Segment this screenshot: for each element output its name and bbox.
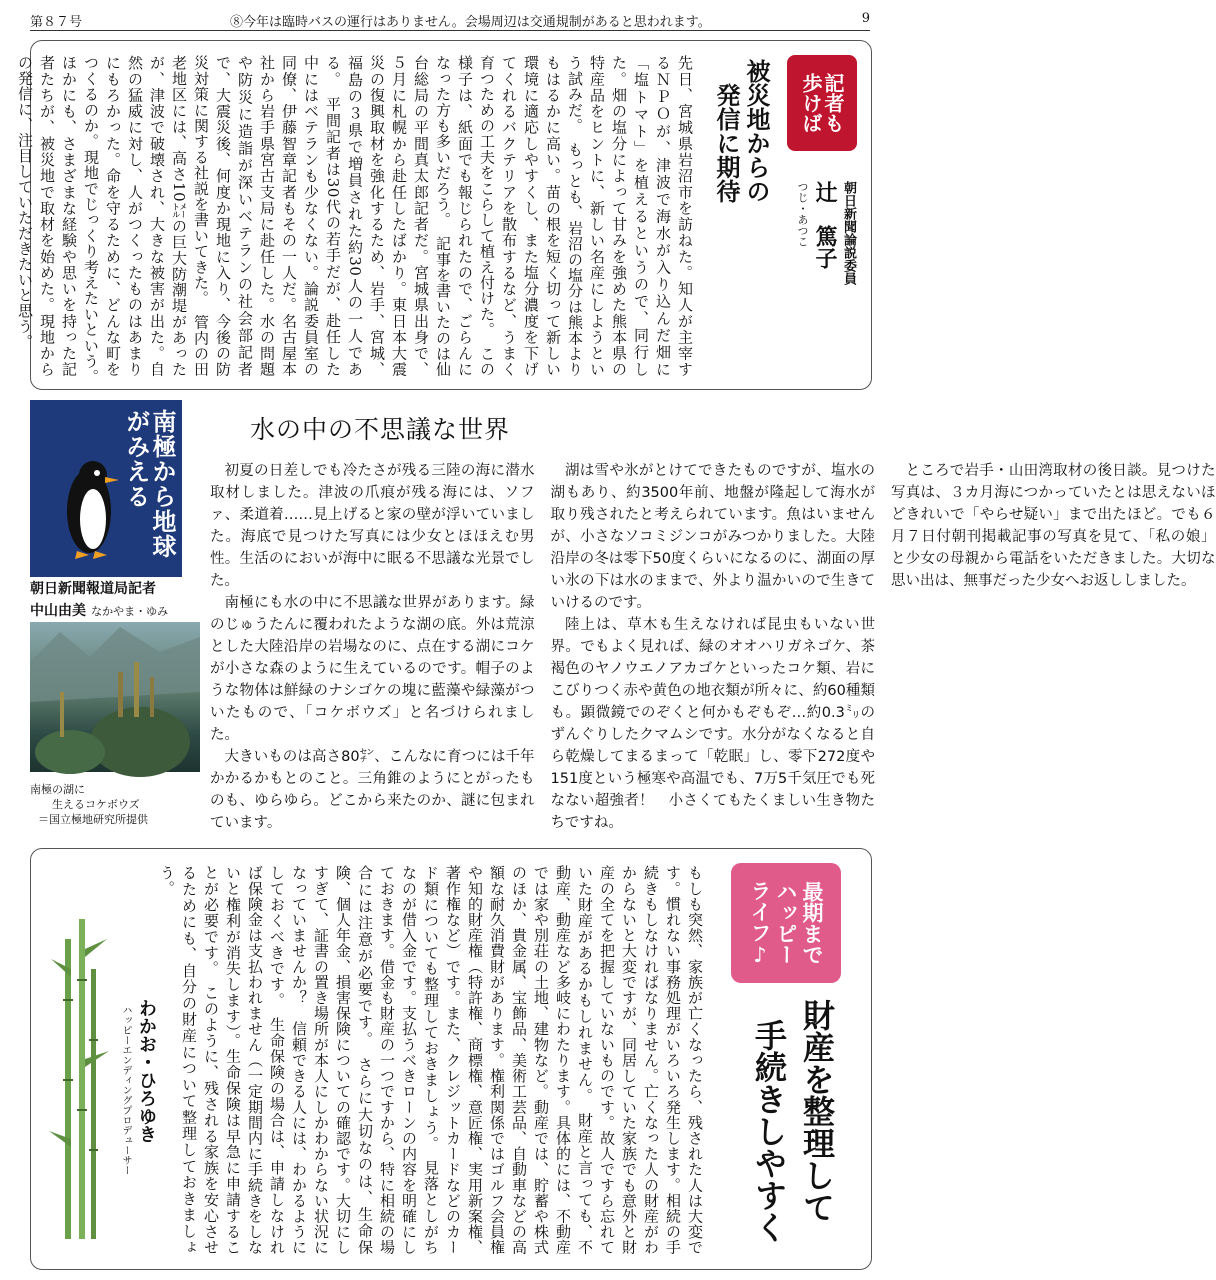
- article2-byline: [30, 578, 200, 620]
- article2-body: [210, 460, 1216, 840]
- paragraph: 陸上は、草木も生えなければ昆虫もいない世界。でもよく見れば、緑のオオハリガネゴケ、茶褐色のヤノウエノアカゴケといったコケ類、岩にこびりつく赤や黄色の地衣類が所々に、約60種類も。顕微鏡でのぞくと何かもぞもぞ…約0.3㍉のずんぐりしたクマムシです。水分がなくなると自ら乾燥してまるまって「乾眠」し、零下272度や151度という極寒や高温でも、7万5千気圧でも死なない超強者！ 小さくてもたくましい生き物たちですね。: [550, 617, 875, 831]
- author-role: 朝日新聞報道局記者: [30, 581, 156, 597]
- article1-headline: [711, 59, 771, 279]
- author-role: 朝日新聞論説委員: [841, 181, 856, 285]
- moss-photo-image: [30, 622, 200, 772]
- author-reading: なかやま・ゆみ: [91, 605, 169, 618]
- author-name: わかお・ひろゆき: [136, 999, 157, 1143]
- column-logo-text: 南極から地球がみえる: [122, 409, 176, 559]
- column-badge-happy-life: 最期まで ハッピー ライフ♪: [731, 863, 841, 983]
- column-badge-kisha: 記者も 歩けば: [787, 55, 857, 151]
- header-notice: ⑧今年は臨時バスの運行はありません。会場周辺は交通規制があると思われます。: [230, 15, 711, 30]
- article3-headline: [745, 999, 841, 1259]
- headline-line-1: 被災地からの: [742, 59, 770, 203]
- paragraph: 湖は雪や氷がとけてできたものですが、塩水の湖もあり、約3500年前、地盤が隆起して海水が取り残されたと考えられています。魚はいませんが、小さなソコミジンコがみつかりました。大陸沿岸の冬は零下50度くらいになるのに、湖面の厚い氷の下は水のままで、外より温かいので生きていけるのです。: [550, 463, 875, 611]
- article2-headline: 水の中の不思議な世界: [249, 415, 510, 444]
- article-happy-life: [30, 848, 872, 1270]
- page-number: 9: [861, 11, 870, 26]
- author-name: 辻 篤子: [812, 181, 838, 269]
- headline-line-2: 発信に期待: [712, 83, 740, 203]
- article1-byline: [793, 181, 857, 381]
- article1-body: 先日、宮城県岩沼市を訪ねた。知人が主宰するＮＰＯが、津波で海水が入り込んだ畑に「塩トマト」を植えるというので、同行した。畑の塩分によって甘みを強めた熊本県の特産品をヒントに、新しい名産にしようという試みだ。 もっとも、岩沼の塩分は熊本よりもはるかに高い。苗の根を短く切って新しい環境に適応しやすくし、また塩分濃度を下げてくれるバクテリアを散布するなど、うまく育つための工夫をこらして植え付けた。 この様子は、紙面でも報じられたので、ごらんになった方も多いだろう。 記事を書いたのは仙台総局の平間真太郎記者だ。宮城県出身で、５月に札幌から赴任したばかり。東日本大震災の復興取材を強化するため、岩手、宮城、福島の３県で増員された約30人の一人である。 平間記者は30代の若手だが、赴任した中にはベテランも少なくない。論説委員室の同僚、伊藤智章記者もその一人だ。名古屋本社から岩手県宮古支局に赴任した。水の問題や防災に造詣が深いベテランの社会部記者で、大震災後、何度か現地に入り、今後の防災対策に関する社説を書いてきた。 管内の田老地区には、高さ10㍍の巨大防潮堤があったが、津波で破壊され、大きな被害が出た。自然の猛威に対し、人がつくったものはあまりにもろかった。命を守るために、どんな町をつくるのか。現地でじっくり考えたいという。 ほかにも、さまざまな経験や思いを持った記者たちが、被災地で取材を始めた。現地からの発信に、注目していただきたいと思う。: [16, 55, 694, 393]
- photo-moss-balls: [30, 622, 200, 772]
- page-header: [30, 8, 870, 31]
- paragraph: 初夏の日差しでも冷たさが残る三陸の海に潜水取材しました。津波の爪痕が残る海には、ソファ、柔道着……見上げると家の壁が浮いていました。海底で見つけた写真には少女とほほえむ男性。生活のにおいが海中に眠る不思議な光景でした。: [210, 463, 535, 589]
- author-reading: つじ・あつこ: [796, 181, 809, 247]
- article3-byline: [116, 999, 157, 1239]
- author-role: ハッピーエンディングプロデューサー: [120, 1005, 131, 1175]
- author-name: 中山由美: [30, 603, 86, 619]
- article-reporter-walks: [16, 40, 872, 393]
- bamboo-illustration: [45, 909, 115, 1249]
- headline-line-1: 財産を整理して: [798, 999, 836, 1223]
- headline-line-2: 手続きしやすく: [750, 1019, 788, 1243]
- issue-number: 第８７号: [30, 15, 83, 30]
- paragraph: 大きいものは高さ80㌢、こんなに育つには千年かかるかもとのこと。三角錐のようにとがったものも、ゆらゆら。どこから来たのか、謎に包まれています。: [210, 749, 535, 831]
- column-logo-antarctica: [30, 400, 182, 577]
- paragraph: ところで岩手・山田湾取材の後日談。見つけた写真は、３カ月海につかっていたとは思えないほどきれいで「やらせ疑い」まで出たほど。でも６月７日付朝刊掲載記事の写真を見て、「私の娘」と少女の母親から電話をいただきました。大切な思い出は、無事だった少女へお返ししました。: [891, 463, 1216, 589]
- paragraph: 南極にも水の中に不思議な世界があります。緑のじゅうたんに覆われたような湖の底。外は荒涼とした大陸沿岸の岩場なのに、点在する湖にコケが小さな森のように生えているのです。帽子のような物体は鮮緑のナシゴケの塊に藍藻や緑藻がついたもので、「コケボウズ」と名づけられました。: [210, 595, 535, 743]
- photo-caption: 南極の湖に 生えるコケボウズ ＝国立極地研究所提供: [30, 783, 148, 826]
- article3-body: もしも突然、家族が亡くなったら、残された人は大変です。慣れない事務処理がいろいろ発生します。相続の手続きもしなければなりません。亡くなった人の財産がわからないと大変ですが、同居していた家族でも意外と財産の全てを把握していないものです。故人ですら忘れていた財産があるかもしれません。 財産と言っても、不動産、動産など多岐にわたります。具体的には、不動産では家や別荘の土地、建物など。動産では、貯蓄や株式のほか、貴金属、宝飾品、美術工芸品、自動車などの高額な耐久消費財があります。権利関係ではゴルフ会員権や知的財産権（特許権、商標権、意匠権、実用新案権、著作権など）です。また、クレジットカードなどのカード類についても整理しておきましょう。 見落としがちなのが借入金です。支払うべきローンの内容を明確にしておきます。借金も財産の一つですから、特に相続の場合には注意が必要です。 さらに大切なのは、生命保険、個人年金、損害保険についての確認です。大切にしすぎて、証書の置き場所が本人にしかわからない状況になっていませんか？ 信頼できる人には、わかるようにしておくべきです。 生命保険の場合は、申請しなければ保険金は支払われません（一定期間内に手続きをしないと権利が消失します）。生命保険は早急に申請することが必要です。 このように、残される家族を安心させるためにも、自分の財産について整理しておきましょう。: [158, 865, 704, 1255]
